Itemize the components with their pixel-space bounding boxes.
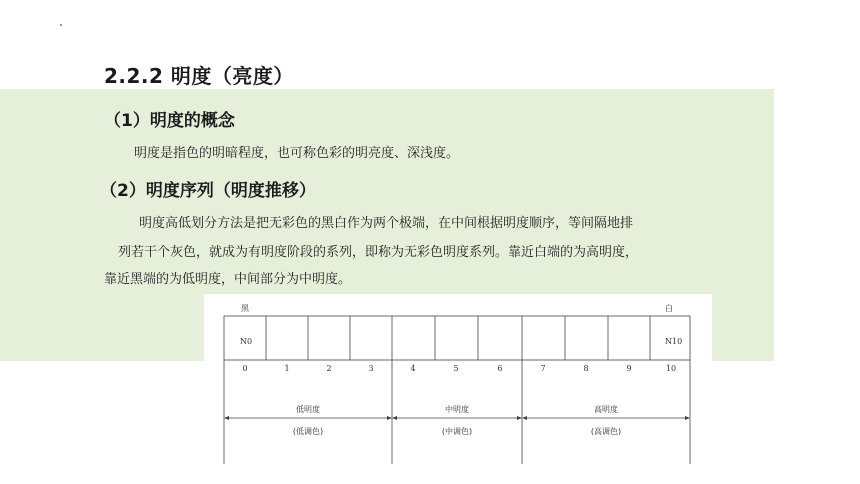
zone-mid-name: 中明度 <box>445 405 469 414</box>
arrow-head <box>387 416 392 420</box>
scale-number: 6 <box>497 364 503 373</box>
sequence-paragraph-line-3: 靠近黑端的为低明度，中间部分为中明度。 <box>104 272 352 287</box>
scale-number: 5 <box>453 364 459 373</box>
zone-high-sub: (高调色) <box>590 427 622 436</box>
scale-number: 1 <box>284 364 290 373</box>
cell-row-frame <box>224 316 690 360</box>
zone-mid-sub: (中调色) <box>441 427 473 436</box>
corner-dot <box>60 24 62 26</box>
arrow-head <box>517 416 522 420</box>
scale-number: 3 <box>368 364 374 373</box>
sequence-paragraph-line-2: 列若干个灰色，就成为有明度阶段的系列，即称为无彩色明度系列。靠近白端的为高明度， <box>118 245 639 260</box>
scale-number: 10 <box>665 364 677 373</box>
scale-number: 0 <box>242 364 248 373</box>
scale-number: 9 <box>626 364 632 373</box>
scale-number: 4 <box>410 364 416 373</box>
section-heading-sequence: （2）明度序列（明度推移） <box>100 181 316 201</box>
white-end-label: 白 <box>665 304 673 313</box>
scale-number: 8 <box>583 364 589 373</box>
arrow-head <box>522 416 527 420</box>
zone-low-sub: (低调色) <box>292 427 324 436</box>
n10-cell-label: N10 <box>665 337 683 346</box>
sequence-paragraph-line-1: 明度高低划分方法是把无彩色的黑白作为两个极端，在中间根据明度顺序，等间隔地排 <box>139 216 634 231</box>
zone-high-name: 高明度 <box>594 405 618 414</box>
zone-low-name: 低明度 <box>296 405 320 414</box>
scale-number: 2 <box>326 364 332 373</box>
value-scale-diagram <box>204 294 712 464</box>
concept-paragraph: 明度是指色的明暗程度，也可称色彩的明亮度、深浅度。 <box>134 146 460 161</box>
scale-number: 7 <box>540 364 546 373</box>
n0-cell-label: N0 <box>240 337 253 346</box>
arrow-head <box>685 416 690 420</box>
page-title: 2.2.2 明度（亮度） <box>104 64 294 88</box>
black-end-label: 黑 <box>241 304 249 313</box>
value-scale-figure <box>204 294 712 464</box>
arrow-head <box>224 416 229 420</box>
section-heading-concept: （1）明度的概念 <box>104 111 235 131</box>
arrow-head <box>392 416 397 420</box>
